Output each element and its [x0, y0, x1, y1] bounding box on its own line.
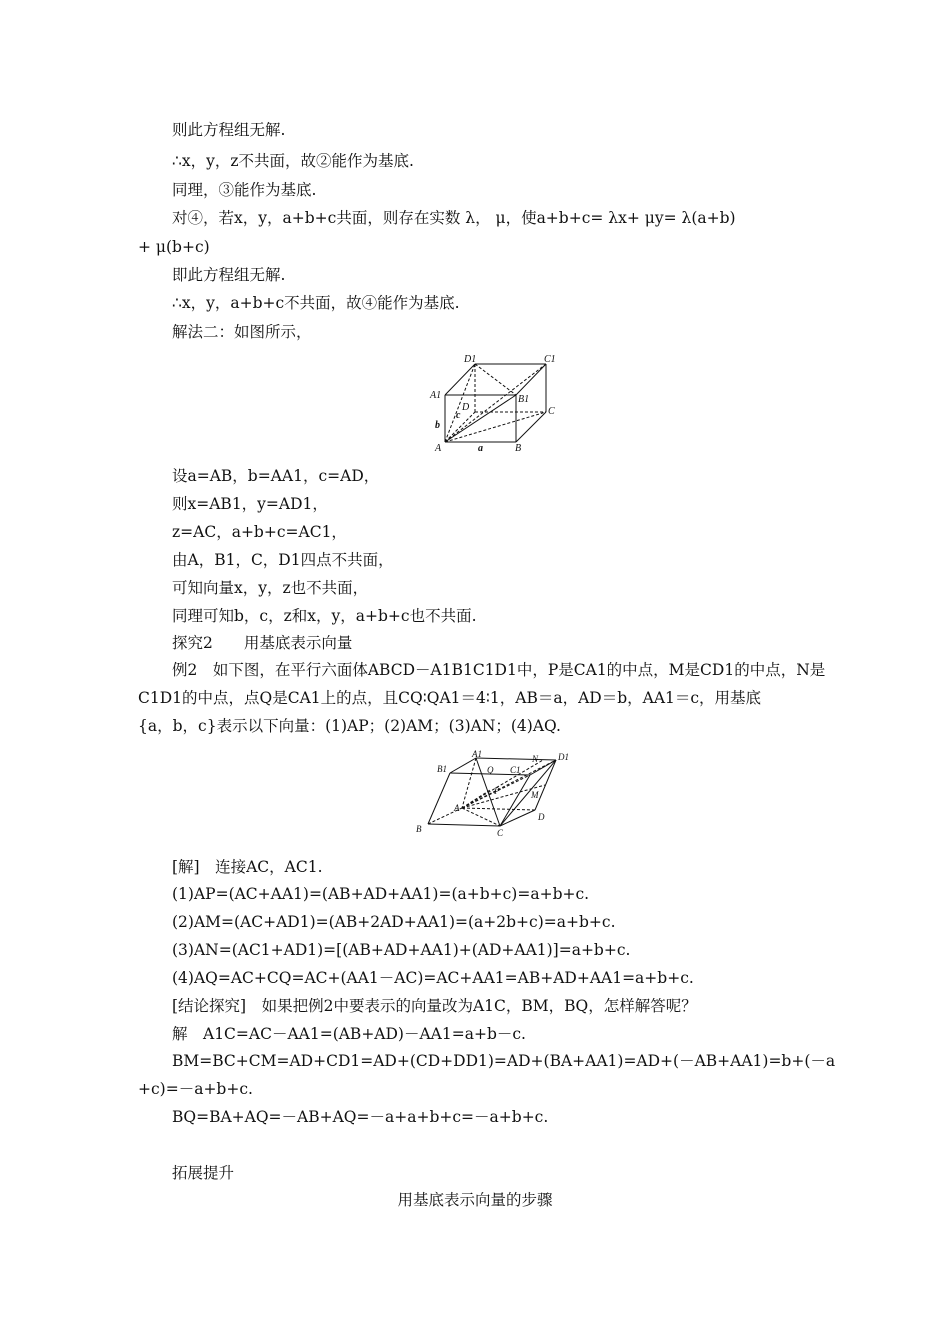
text-line: 可知向量x，y，z也不共面，	[172, 579, 369, 597]
text-line: BM=BC+CM=AD+CD1=AD+(CD+DD1)=AD+(BA+AA1)=AD+(－AB+AA1)=b+(－a	[172, 1052, 836, 1070]
label-A1: A1	[430, 390, 442, 401]
text-line: 由A，B1，C，D1四点不共面，	[172, 551, 394, 569]
label-D1: D1	[464, 354, 477, 365]
label-B: B	[416, 824, 422, 834]
text-line: BQ=BA+AQ=－AB+AQ=－a+a+b+c=－a+b+c.	[172, 1108, 549, 1126]
text-line: (1)AP=(AC+AA1)=(AB+AD+AA1)=(a+b+c)=a+b+c.	[172, 885, 590, 903]
label-D: D	[538, 812, 545, 822]
text-line: 即此方程组无解.	[172, 266, 286, 284]
label-P: P	[494, 786, 500, 796]
label-C1: C1	[510, 765, 521, 775]
parallelepiped-figure	[410, 748, 580, 840]
text-line: z=AC，a+b+c=AC1，	[172, 523, 347, 541]
label-c: c	[456, 410, 461, 421]
label-A1: A1	[472, 749, 482, 759]
text-line: [结论探究] 如果把例2中要表示的向量改为A1C，BM，BQ，怎样解答呢？	[172, 997, 697, 1015]
label-D: D	[462, 402, 470, 413]
label-M: M	[531, 790, 539, 800]
section-heading: 拓展提升	[172, 1164, 235, 1182]
text-line: [解] 连接AC，AC1.	[172, 858, 323, 876]
text-line: 同理，③能作为基底.	[172, 181, 317, 199]
section-heading-explore2: 探究2 用基底表示向量	[172, 634, 353, 652]
label-N: N	[532, 754, 539, 764]
label-A: A	[454, 803, 460, 813]
cuboid-figure	[420, 350, 570, 455]
text-line: 同理可知b，c，z和x，y，a+b+c也不共面.	[172, 607, 477, 625]
text-line: ∴x，y，a+b+c不共面，故④能作为基底.	[172, 294, 460, 312]
text-line: (3)AN=(AC1+AD1)=[(AB+AD+AA1)+(AD+AA1)]=a+b+c.	[172, 941, 631, 959]
label-B1: B1	[518, 394, 530, 405]
label-C: C	[497, 828, 504, 838]
text-line: 解 A1C=AC－AA1=(AB+AD)－AA1=a+b－c.	[172, 1025, 526, 1043]
label-C: C	[548, 406, 555, 417]
label-A: A	[435, 443, 442, 454]
label-B: B	[515, 443, 522, 454]
text-line: 则此方程组无解.	[172, 121, 286, 139]
label-D1: D1	[558, 752, 569, 762]
text-line: 解法二：如图所示，	[172, 323, 312, 341]
text-line: 对④，若x，y，a+b+c共面，则存在实数 λ， μ，使a+b+c= λx+ μy= λ(a+b)	[172, 209, 736, 227]
text-line: 设a=AB，b=AA1，c=AD，	[172, 467, 380, 485]
text-line: (2)AM=(AC+AD1)=(AB+2AD+AA1)=(a+2b+c)=a+b+c.	[172, 913, 616, 931]
text-line: (4)AQ=AC+CQ=AC+(AA1－AC)=AC+AA1=AB+AD+AA1=a+b+c.	[172, 969, 694, 987]
text-line: C1D1的中点，点Q是CA1上的点，且CQ∶QA1＝4∶1，AB＝a，AD＝b，AA1＝c，用基底	[138, 689, 762, 707]
label-b: b	[435, 420, 440, 431]
label-Q: Q	[487, 765, 494, 775]
label-B1: B1	[437, 764, 447, 774]
text-line: + μ(b+c)	[138, 238, 210, 256]
text-line: 例2 如下图，在平行六面体ABCD－A1B1C1D1中，P是CA1的中点，M是CD1的中点，N是	[172, 661, 826, 679]
section-title: 用基底表示向量的步骤	[397, 1191, 553, 1209]
label-C1: C1	[544, 354, 556, 365]
text-line: +c)=－a+b+c.	[138, 1080, 253, 1098]
text-line: ∴x，y，z不共面，故②能作为基底.	[172, 152, 414, 170]
label-a: a	[478, 443, 483, 454]
text-line: {a，b，c}表示以下向量：(1)AP；(2)AM；(3)AN；(4)AQ.	[138, 717, 561, 735]
text-line: 则x=AB1，y=AD1，	[172, 495, 328, 513]
